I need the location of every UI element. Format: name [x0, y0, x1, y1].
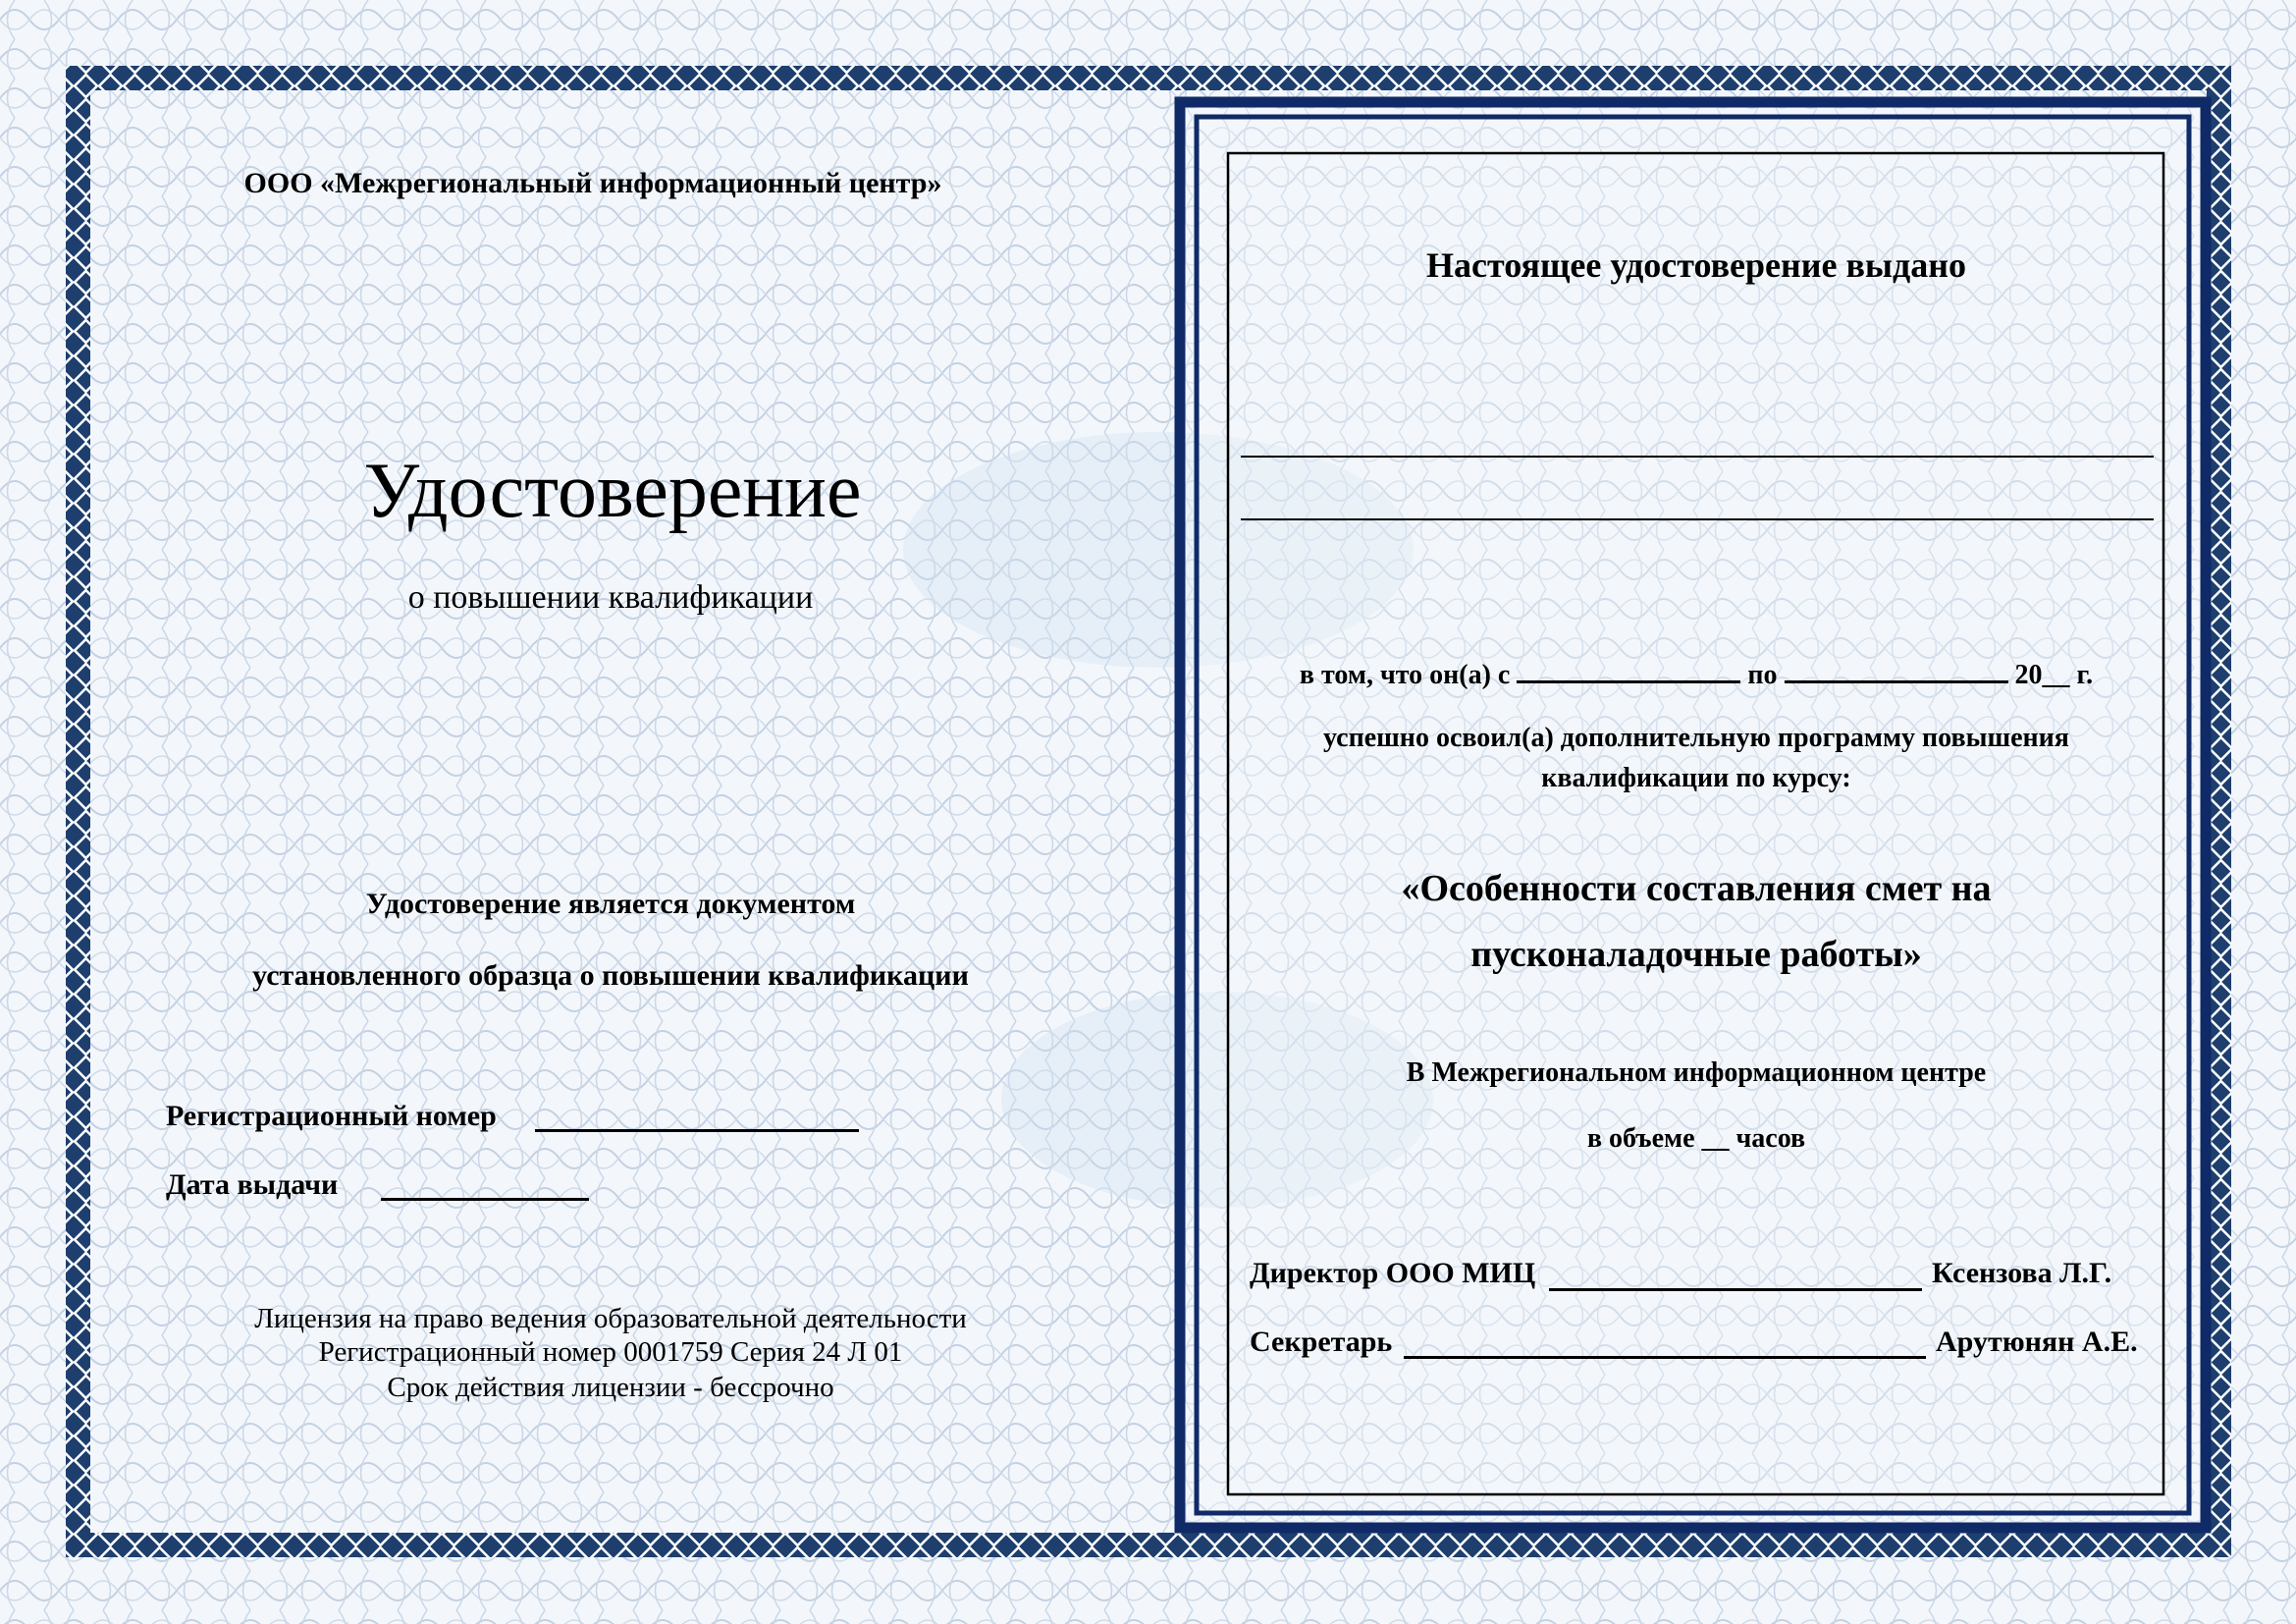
issued-heading: Настоящее удостоверение выдано — [1426, 245, 1966, 285]
issue-date-label: Дата выдачи — [166, 1168, 339, 1201]
director-signature-field[interactable] — [1549, 1288, 1922, 1291]
license-line-1: Лицензия на право ведения образовательной деятельности — [254, 1303, 967, 1334]
document-title: Удостоверение — [363, 448, 862, 534]
study-period — [1300, 656, 2093, 689]
secretary-signature-field[interactable] — [1404, 1356, 1926, 1359]
institution-line: В Межрегиональном информационном центре — [1406, 1057, 1987, 1088]
course-title-line-1: «Особенности составления смет на — [1401, 868, 1992, 909]
secretary-label: Секретарь — [1250, 1326, 1393, 1358]
recipient-name-line-1[interactable] — [1241, 456, 2154, 458]
period-start-field[interactable] — [1517, 656, 1740, 683]
license-line-2: Регистрационный номер 0001759 Серия 24 Л 01 — [318, 1336, 903, 1368]
reg-number-label: Регистрационный номер — [166, 1100, 497, 1132]
issue-date-field[interactable] — [381, 1198, 589, 1201]
period-year: 20__ г. — [2014, 660, 2094, 691]
right-panel-frame — [1180, 102, 2206, 1528]
license-line-3: Срок действия лицензии - бессрочно — [387, 1372, 834, 1403]
period-to-label: по — [1747, 660, 1778, 691]
document-subtitle: о повышении квалификации — [407, 579, 814, 616]
period-prefix: в том, что он(а) с — [1299, 660, 1511, 691]
course-title-line-2: пусконаладочные работы» — [1470, 934, 1922, 975]
hours-line: в объеме __ часов — [1586, 1123, 1806, 1154]
recipient-name-line-2[interactable] — [1241, 518, 2154, 520]
secretary-name: Арутюнян А.Е. — [1936, 1326, 2138, 1358]
statement-line-1: Удостоверение является документом — [365, 888, 856, 920]
completed-line-2: квалификации по курсу: — [1541, 763, 1851, 793]
statement-line-2: установленного образца о повышении квалификации — [252, 959, 969, 992]
completed-line-1: успешно освоил(а) дополнительную программу повышения — [1323, 723, 2069, 753]
organization-name: ООО «Межрегиональный информационный центр» — [243, 167, 942, 199]
reg-number-field[interactable] — [535, 1129, 859, 1132]
period-end-field[interactable] — [1785, 656, 2008, 683]
director-label: Директор ООО МИЦ — [1250, 1257, 1536, 1289]
director-name: Ксензова Л.Г. — [1932, 1257, 2112, 1289]
